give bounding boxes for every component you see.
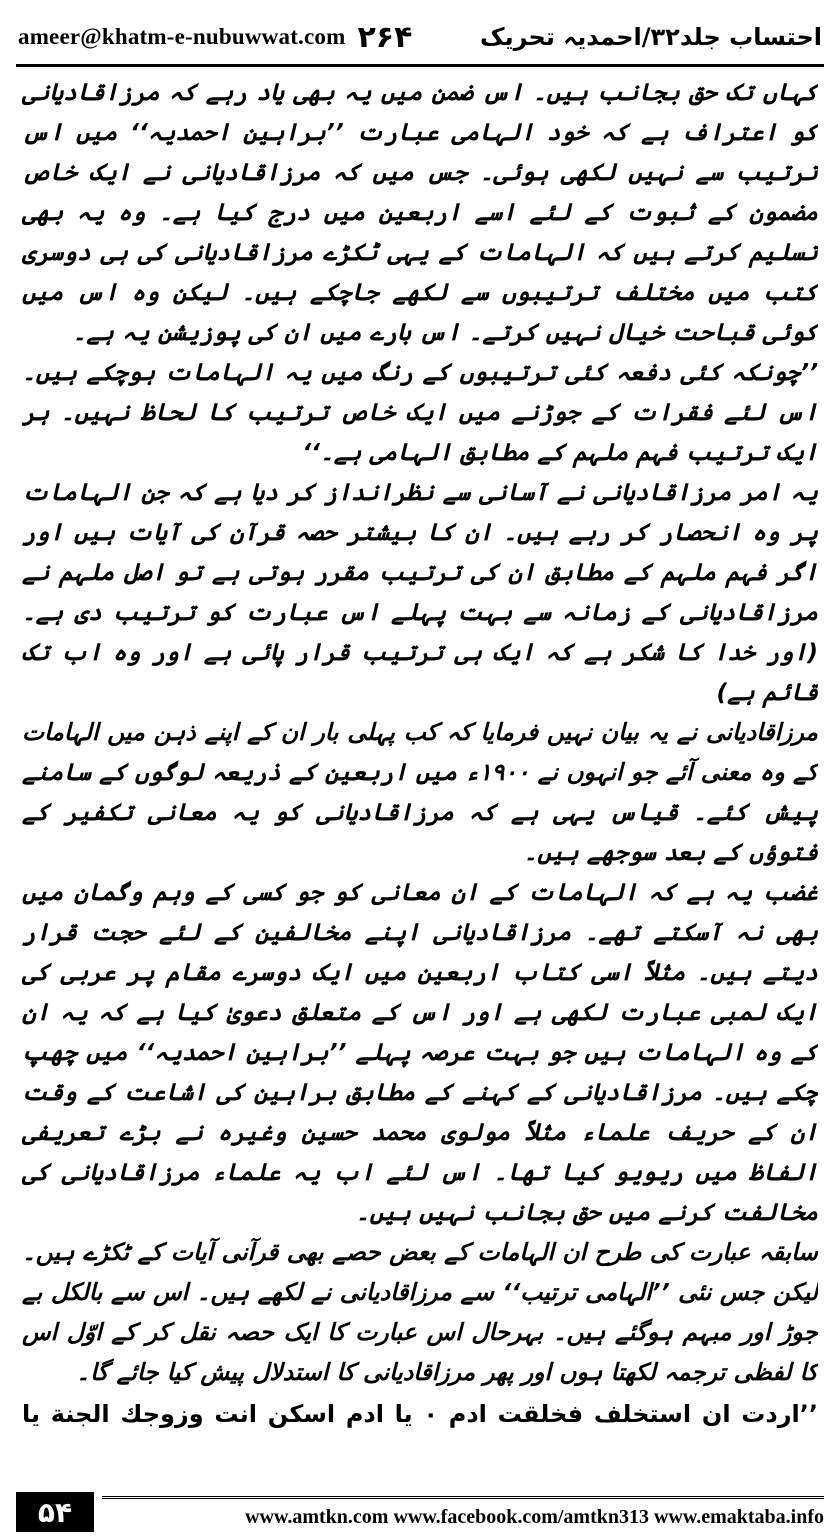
paragraph-4: مرزاقادیانی نے یہ بیان نہیں فرمایا کہ کب پہلی بار ان کے اپنے ذہن میں الہامات کے وہ معنی آئے جو انہوں نے ۱۹۰۰ء میں اربعین کے ذریعہ لوگوں کے سامنے پیش کئے۔ قیاس یہی ہے کہ مرزاقادیانی کو یہ معانی تکفیر کے فتوؤں کے بعد سوجھے ہیں۔ <box>22 718 818 866</box>
paragraph-6: سابقہ عبارت کی طرح ان الہامات کے بعض حصے بھی قرآنی آیات کے ٹکڑے ہیں۔ لیکن جس نئی ’’الہامی ترتیب‘‘ سے مرزاقادیانی نے لکھے ہیں۔ اس سے بالکل بے جوڑ اور مبہم ہوگئے ہیں۔ بہرحال اس عبارت کا ایک حصہ نقل کر کے اوّل اس کا لفظی ترجمہ لکھتا ہوں اور پھر مرزاقادیانی کا استدلال پیش کیا جائے گا۔ <box>22 1238 818 1386</box>
paragraph-3: یہ امر مرزاقادیانی نے آسانی سے نظرانداز کر دیا ہے کہ جن الہامات پر وہ انحصار کر رہے ہیں۔ ان کا بیشتر حصہ قرآن کی آیات ہیں اور اگر فہم ملہم کے مطابق ان کی ترتیب مقرر ہوتی ہے تو اصل ملہم نے مرزاقادیانی کے زمانہ سے بہت پہلے اس عبارت کو ترتیب دی ہے۔ (اور خدا کا شکر ہے کہ ایک ہی ترتیب قرار پائی ہے اور وہ اب تک قائم ہے) <box>22 478 818 706</box>
page-header <box>18 14 822 60</box>
footer-links: www.amtkn.com www.facebook.com/amtkn313 www.emaktaba.info <box>245 1506 824 1528</box>
header-email: ameer@khatm-e-nubuwwat.com <box>18 24 346 49</box>
paragraph-2: ’’چونکہ کئی دفعہ کئی ترتیبوں کے رنگ میں یہ الہامات ہوچکے ہیں۔ اس لئے فقرات کے جوڑنے میں ایک خاص ترتیب کا لحاظ نہیں۔ ہر ایک ترتیب فہم ملہم کے مطابق الہامی ہے۔‘‘ <box>22 358 818 466</box>
footer-divider <box>102 1496 824 1499</box>
page-body <box>22 72 818 1432</box>
page-footer <box>16 1492 824 1534</box>
header-page-number: ۲۶۴ <box>357 19 413 55</box>
paragraph-5: غضب یہ ہے کہ الہامات کے ان معانی کو جو کسی کے وہم وگمان میں بھی نہ آسکتے تھے۔ مرزاقادیانی اپنے مخالفین کے لئے حجت قرار دیتے ہیں۔ مثلاً اسی کتاب اربعین میں ایک دوسرے مقام پر عربی کی ایک لمبی عبارت لکھی ہے اور اس کے متعلق دعویٰ کیا ہے کہ یہ ان کے وہ الہامات ہیں جو بہت عرصہ پہلے ’’براہین احمدیہ‘‘ میں چھپ چکے ہیں۔ مرزاقادیانی کے کہنے کے مطابق براہین کی اشاعت کے وقت ان کے حریف علماء مثلاً مولوی محمد حسین وغیرہ نے بڑے تعریفی الفاظ میں ریویو کیا تھا۔ اس لئے اب یہ علماء مرزاقادیانی کی مخالفت کرنے میں حق بجانب نہیں ہیں۔ <box>22 878 818 1226</box>
header-left-group <box>18 20 412 55</box>
footer-page-number: ۵۴ <box>16 1492 94 1532</box>
header-book-title: احتساب جلد۳۲/احمدیہ تحریک <box>480 23 822 51</box>
arabic-quote: ’’اردت ان استخلف فخلقت ادم ٠ یا ادم اسكن انت وزوجك الجنة یا <box>22 1400 818 1428</box>
paragraph-1: کہاں تک حق بجانب ہیں۔ اس ضمن میں یہ بھی یاد رہے کہ مرزاقادیانی کو اعتراف ہے کہ خود الہامی عبارت ’’براہین احمدیہ‘‘ میں اس ترتیب سے نہیں لکھی ہوئی۔ جس میں کہ مرزاقادیانی نے ایک خاص مضمون کے ثبوت کے لئے اسے اربعین میں درج کیا ہے۔ وہ یہ بھی تسلیم کرتے ہیں کہ الہامات کے یہی ٹکڑے مرزاقادیانی کی ہی دوسری کتب میں مختلف ترتیبوں سے لکھے جاچکے ہیں۔ لیکن وہ اس میں کوئی قباحت خیال نہیں کرتے۔ اس بارے میں ان کی پوزیشن یہ ہے۔ <box>22 78 818 346</box>
header-divider <box>16 64 824 67</box>
